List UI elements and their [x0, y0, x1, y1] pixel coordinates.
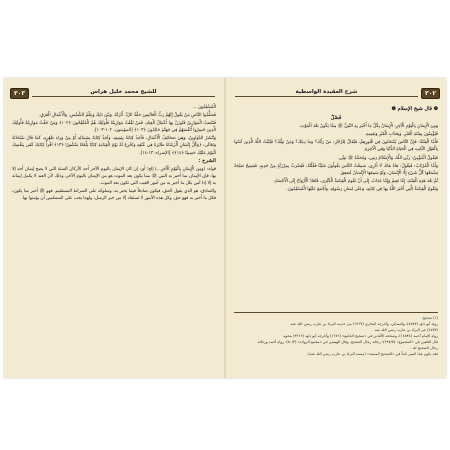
footnote-line: فقد يكون هذا المتن ثابتاً في «الصحيح المسند» (مسند البراء بن عازب رضي الله عنه).	[307, 352, 438, 356]
left-page-number: ٣٠٣	[10, 88, 29, 99]
opening-heading: ❁ قال شيخ الإسلام ❁	[391, 106, 438, 112]
right-page-header	[232, 86, 440, 100]
footnote-divider	[234, 312, 438, 313]
left-paragraph: وَتُنْشَرُ الدَّوَاوِينُ، وَهِيَ صَحَائِفُ الْأَعْمَالِ، فَآخِذٌ كِتَابَهُ بِيَمِينِهِ، وَآخِذٌ كِتَابَهُ بِشِمَالِهِ أَوْ مِنْ وَرَاءِ ظَهْرِهِ، كَمَا قَالَ سُبْحَانَهُ وَتَعَالَى: ﴿وَكُلَّ إِنْسَانٍ أَلْزَمْنَاهُ طَائِرَهُ فِي عُنُقِهِ وَنُخْرِجُ لَهُ يَوْمَ الْقِيَامَةِ كِتَابًا يَلْقَاهُ مَنْشُورًا ﴿١٣﴾ اقْرَأْ كِتَابَكَ كَفَى بِنَفْسِكَ الْيَوْمَ عَلَيْكَ حَسِيبًا ﴿١٤﴾﴾ [الإسراء: ١٣-١٤].	[12, 136, 216, 156]
right-paragraph: وَمِنَ الْإِيمَانِ بِالْيَوْمِ الْآخِرِ: الْإِيمَانُ بِكُلِّ مَا أَخْبَرَ بِهِ النَّبِيُّ ﷺ مِمَّا يَكُونُ بَعْدَ الْمَوْتِ.	[299, 124, 438, 130]
right-header-title: شرح العقيدة الواسطية	[235, 89, 418, 97]
right-paragraph: ثُمَّ بَعْدَ هَذِهِ الْفِتْنَةِ: إِمَّا نَعِيمٌ وَإِمَّا عَذَابٌ، إِلَى أَنْ تَقُومَ الْقِيَامَةُ الْكُبْرَى، فَتُعَادُ الْأَرْوَاحُ إِلَى الْأَجْسَادِ.	[273, 178, 438, 184]
footnote-line: قال التلقين في «المجموع» (٢٩٧/٥): رجاله رجال الصحيح، وقال الهيثمي في «مجمع الزوائد» (٥٠/٣): رواه أحمد ورجاله	[257, 340, 438, 344]
right-paragraph: وَأَمَّا الْمُرْتَابُ: فَيَقُولُ: هَاهْ هَاهْ، لَا أَدْرِي، سَمِعْتُ النَّاسَ يَقُولُونَ شَيْئًا فَقُلْتُهُ، فَيُضْرَبُ بِمِرْزَبَّةٍ مِنْ حَدِيدٍ، فَيَصِيحُ صَيْحَةً يَسْمَعُهَا كُلُّ شَيْءٍ إِلَّا الْإِنْسَانَ، وَلَوْ سَمِعَهَا الْإِنْسَانُ لَصَعِقَ.	[234, 163, 438, 176]
right-page-number: ٣٠٢	[421, 88, 440, 99]
right-paragraph: وَتَقُومُ الْقِيَامَةُ الَّتِي أَخْبَرَ اللَّهُ بِهَا فِي كِتَابِهِ، وَعَلَى لِسَانِ رَسُولِهِ، وَأَجْمَعَ عَلَيْهَا الْمُسْلِمُونَ.	[286, 186, 438, 192]
footnote-line: رواه الإمام أحمد (١٨٥٣٤)، وصححه الألباني في «صحيح الجامع» (١٦٧٦) وأخرجه أبو داود (٣٢١٢) بنحوه.	[282, 334, 438, 338]
left-paragraph: الْمُسْلِمُونَ ...	[192, 105, 216, 110]
footnote-line: رواه أبو داود (٤٧٥٣)، والنسائي، وأخرجه البخاري (١٣٦٩) من حديث البراء بن عازب رضي الله عنه.	[289, 322, 438, 326]
left-paragraph: فَتَنْصَبُ الْمَوَازِينُ فَتُوزَنُ بِهَا أَعْمَالُ الْعِبَادِ، فَمَنْ ثَقُلَتْ مَوَازِينُهُ فَأُولَئِكَ هُمُ الْمُفْلِحُونَ ﴿١٠٢﴾ وَمَنْ خَفَّتْ مَوَازِينُهُ فَأُولَئِكَ الَّذِينَ خَسِرُوا أَنْفُسَهُمْ فِي جَهَنَّمَ خَالِدُونَ ﴿١٠٣﴾ [المؤمنون: ١٠٢-١٠٣].	[12, 121, 216, 134]
footnote-line: (١) صحيح:	[421, 316, 438, 320]
footnote-line: (٤٧٥٣) عن البراء بن عازب رضي الله عنه.	[373, 328, 438, 332]
book-spread	[4, 78, 446, 378]
commentary-paragraph: قوله: (وَمِنَ الْإِيمَانِ بِالْيَوْمِ الْآخِرِ...) إلخ؛ أي: إن كان الإيمان باليوم الآخر أحد الأركان الستة التي لا يصح إيمان أحد إلا بها، فإن الإيمان بما أخبر به النبي ﷺ مما يكون بعد الموت هو من الإيمان باليوم الآخر، وذلك لأن العبد لا يكمل إيمانه به إلا إذا آمن بكل ما أخبر به من أمور الغيب التي تكون بعد الموت.	[12, 166, 216, 186]
section-heading-commentary: الشرح :	[198, 157, 216, 164]
right-page-body	[234, 104, 438, 194]
left-page-body	[12, 104, 216, 203]
left-paragraph: فَسَلُّمُوا النَّاسِ مَنْ يَقُولُ إِنَّهُمْ رَبُّ الْعَالَمِينَ حَقَّةُ الرَّدِّ. أَنْزَلَهُ، وَبَيْنَ ذَلِكَ وَعِلْمُ الشَّمْسِ، وَالْأَعْمَالِ الْعَرَقِ.	[38, 113, 216, 119]
footnotes	[234, 315, 438, 357]
right-paragraph: فَيَقُولُ الْمُؤْمِنُ: رَبِّيَ اللَّهُ، وَالْإِسْلَامُ دِينِي، وَمُحَمَّدٌ ﷺ نَبِيِّي.	[337, 155, 438, 161]
footnote-line: رجال الصحيح اهـ.	[411, 346, 438, 350]
fasl-heading: فَصْلٌ	[330, 115, 342, 122]
right-paragraph: فَيُؤْمِنُونَ بِفِتْنَةِ الْقَبْرِ، وَبِعَذَابِ الْقَبْرِ وَنَعِيمِهِ.	[364, 132, 438, 138]
left-page	[4, 78, 224, 378]
right-page	[226, 78, 446, 378]
left-page-header	[10, 86, 218, 100]
commentary-paragraph: والصادق: هو الذي يقول الحق، فيكون صادقاً فيما يخبر به، وسلوكه على الصراط المستقيم. فهو ﷺ أخبر بما يكون، فكل ما أخبر به فهو حق، وكل هذه الأمور لا تستفاد إلا من خبر الرسل، ولهذا يجب على المسلمين أن يؤمنوا بها.	[12, 189, 216, 202]
right-paragraph: فَأَمَّا الْفِتْنَةُ: فَإِنَّ النَّاسَ يُمْتَحَنُونَ فِي قُبُورِهِمْ، فَيُقَالُ لِلرَّجُلِ: مَنْ رَبُّكَ؟ وَمَا دِينُكَ؟ وَمَنْ نَبِيُّكَ؟ فَيُثَبِّتُ اللَّهُ الَّذِينَ آمَنُوا بِالْقَوْلِ الثَّابِتِ فِي الْحَيَاةِ الدُّنْيَا وَفِي الْآخِرَةِ.	[234, 140, 438, 153]
left-header-title: للشيخ محمد خليل هراس	[32, 89, 215, 97]
